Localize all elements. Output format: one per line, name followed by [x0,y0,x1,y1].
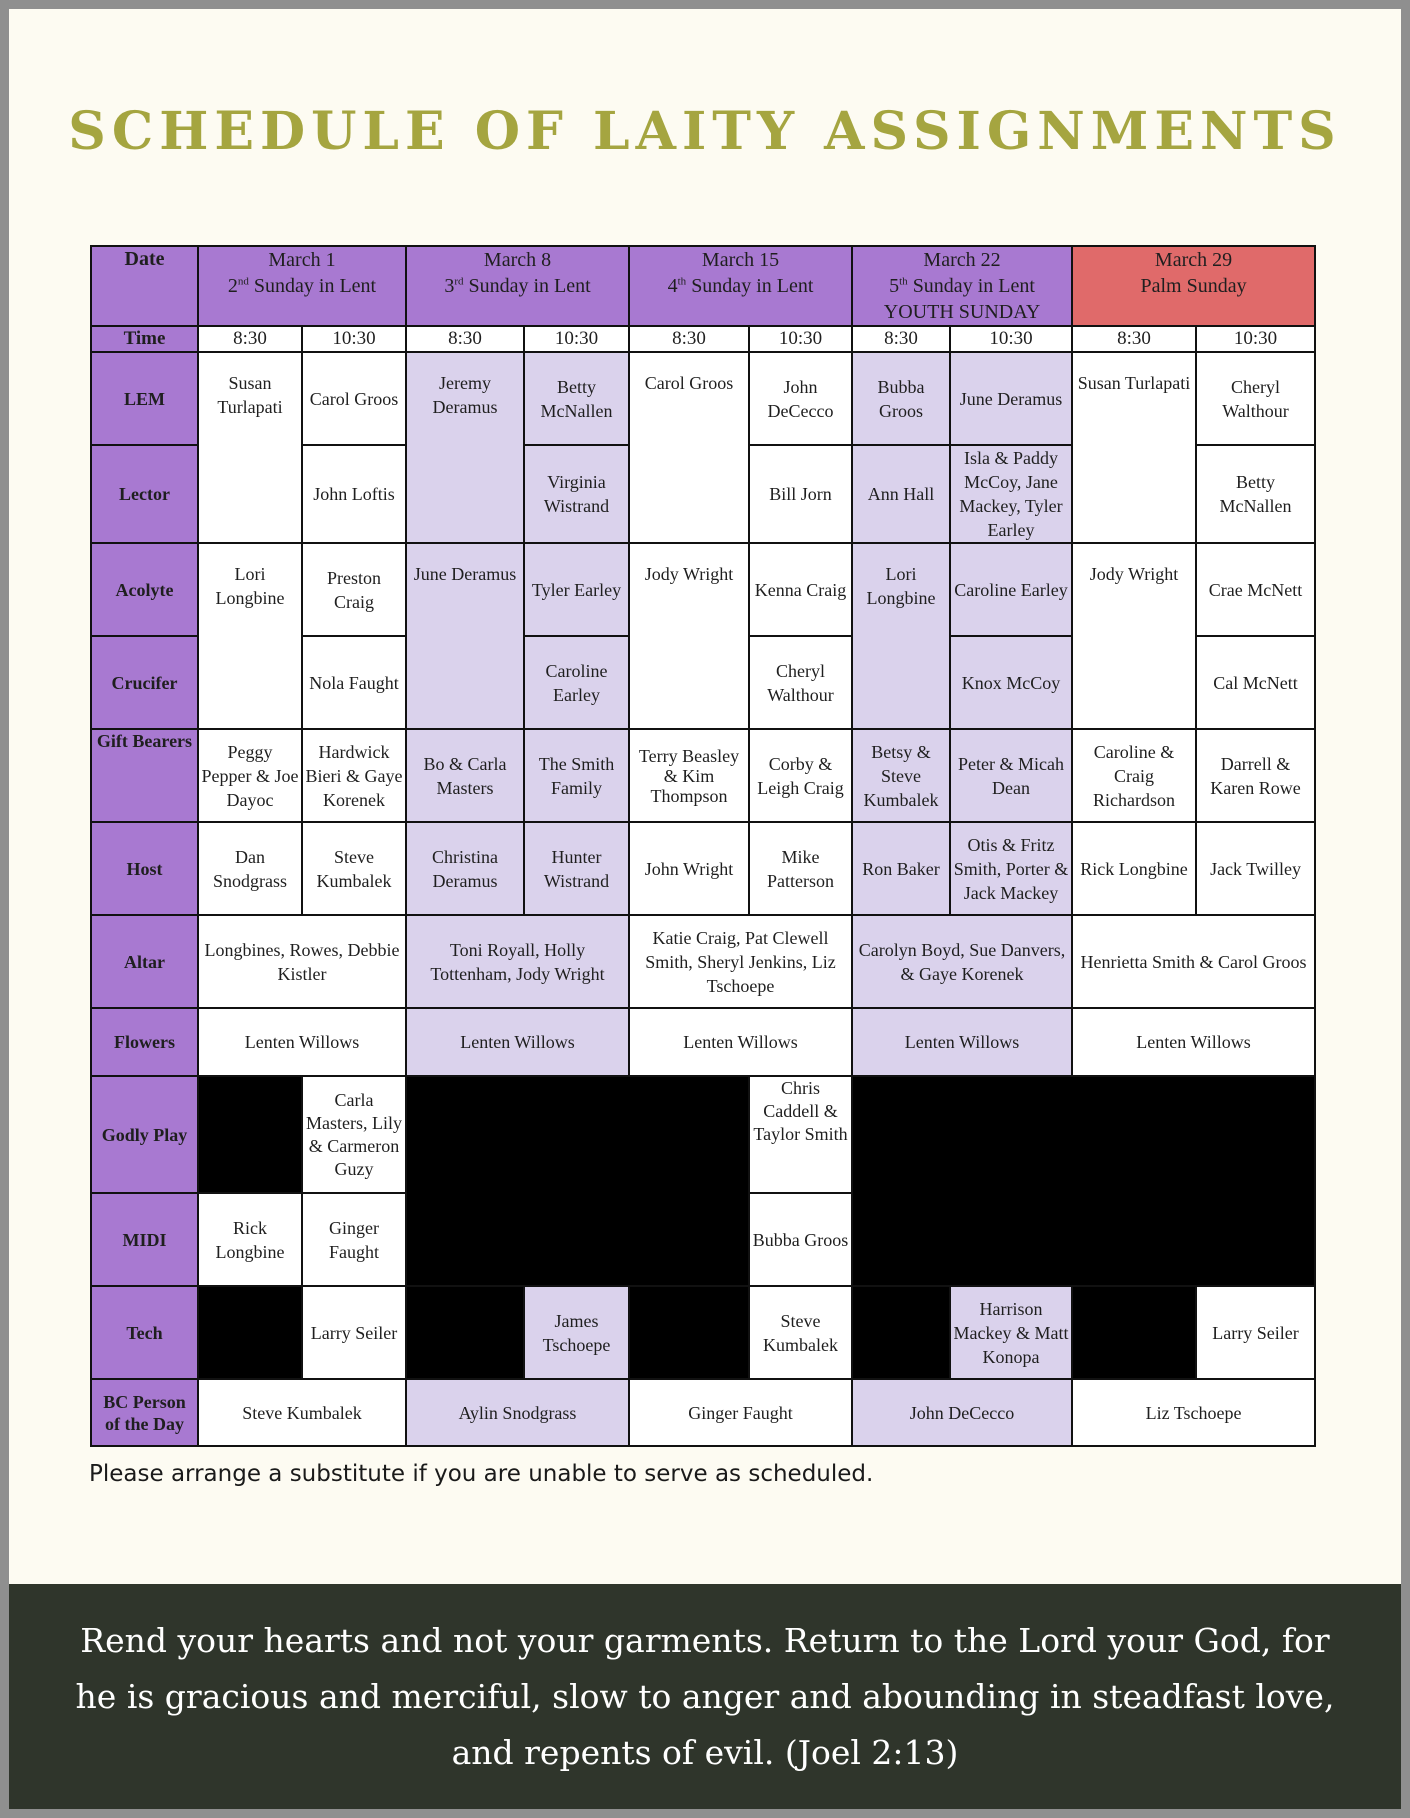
assignment-cell: John DeCecco [749,352,852,445]
assignment-cell: Larry Seiler [302,1286,406,1379]
assignment-cell: Crae McNett [1196,543,1315,636]
date-header: March 8 3rd Sunday in Lent [406,246,629,326]
time-row [91,326,1315,352]
row-label: Acolyte [91,543,198,636]
assignment-cell: Hunter Wistrand [524,822,629,915]
assignment-cell: Virginia Wistrand [524,445,629,543]
assignment-cell: Cheryl Walthour [1196,352,1315,445]
godly-play-row [91,1076,1315,1193]
assignment-cell: Kenna Craig [749,543,852,636]
assignment-cell: Mike Patterson [749,822,852,915]
assignment-cell: Otis & Fritz Smith, Porter & Jack Mackey [950,822,1072,915]
assignment-cell: Betty McNallen [524,352,629,445]
assignment-cell: Cheryl Walthour [749,636,852,729]
assignment-cell: The Smith Family [524,729,629,822]
assignment-cell: Hardwick Bieri & Gaye Korenek [302,729,406,822]
time-cell: 10:30 [950,326,1072,352]
assignment-cell: Ginger Faught [302,1193,406,1286]
time-cell: 10:30 [1196,326,1315,352]
assignment-cell: Longbines, Rowes, Debbie Kistler [198,915,406,1008]
assignment-cell: Preston Craig [302,543,406,636]
assignment-cell: Betsy & Steve Kumbalek [852,729,950,822]
scripture-verse: Rend your hearts and not your garments. Return to the Lord your God, for he is gracious and merciful, slow to anger and abounding in steadfast love, and repents of evil. (Joel 2:13) [75,1620,1335,1772]
assignment-cell: Steve Kumbalek [749,1286,852,1379]
assignment-cell: Steve Kumbalek [302,822,406,915]
assignment-cell: Liz Tschoepe [1072,1379,1315,1446]
assignment-cell: Bo & Carla Masters [406,729,524,822]
row-label: Lector [91,445,198,543]
bc-person-row [91,1379,1315,1446]
time-cell: 8:30 [1072,326,1196,352]
time-cell: 10:30 [302,326,406,352]
assignment-cell: Harrison Mackey & Matt Konopa [950,1286,1072,1379]
assignment-cell: Carolyn Boyd, Sue Danvers, & Gaye Korenek [852,915,1072,1008]
assignment-cell: Larry Seiler [1196,1286,1315,1379]
assignment-cell: Lenten Willows [1072,1008,1315,1076]
assignment-cell: Ann Hall [852,445,950,543]
assignment-cell: Tyler Earley [524,543,629,636]
assignment-cell: Toni Royall, Holly Tottenham, Jody Wright [406,915,629,1008]
assignment-cell: John Loftis [302,445,406,543]
row-label: Altar [91,915,198,1008]
time-cell: 10:30 [749,326,852,352]
assignment-cell: Peggy Pepper & Joe Dayoc [198,729,302,822]
assignment-cell: James Tschoepe [524,1286,629,1379]
assignment-cell: Darrell & Karen Rowe [1196,729,1315,822]
row-label: BC Person of the Day [91,1379,198,1446]
assignment-cell: Katie Craig, Pat Clewell Smith, Sheryl Jenkins, Liz Tschoepe [629,915,852,1008]
assignment-cell: Bubba Groos [749,1193,852,1286]
acolyte-row [91,543,1315,636]
blank-cell [852,1076,1315,1286]
blank-cell [198,1286,302,1379]
gift-bearers-row [91,729,1315,822]
assignment-cell: Carol Groos [302,352,406,445]
assignment-cell: Lenten Willows [406,1008,629,1076]
assignment-cell: June Deramus [406,543,524,729]
date-label: Date [91,246,198,326]
host-row [91,822,1315,915]
assignment-cell: Cal McNett [1196,636,1315,729]
assignment-cell: John Wright [629,822,749,915]
date-header-palm-sunday: March 29 Palm Sunday [1072,246,1315,326]
blank-cell [198,1076,302,1193]
assignment-cell: Caroline Earley [950,543,1072,636]
assignment-cell: Carla Masters, Lily & Carmeron Guzy [302,1076,406,1193]
date-header: March 15 4th Sunday in Lent [629,246,852,326]
blank-cell [629,1286,749,1379]
date-header: March 22 5th Sunday in Lent YOUTH SUNDAY [852,246,1072,326]
assignment-cell: Lori Longbine [852,543,950,729]
assignment-cell: Ron Baker [852,822,950,915]
blank-cell [1072,1286,1196,1379]
assignment-cell: Isla & Paddy McCoy, Jane Mackey, Tyler Earley [950,445,1072,543]
assignment-cell: Caroline & Craig Richardson [1072,729,1196,822]
date-header: March 1 2nd Sunday in Lent [198,246,406,326]
assignment-cell: Chris Caddell & Taylor Smith [749,1076,852,1193]
assignment-cell: Terry Beasley & Kim Thompson [629,729,749,822]
assignment-cell: Corby & Leigh Craig [749,729,852,822]
blank-cell [406,1076,749,1286]
assignment-cell: Jeremy Deramus [406,352,524,543]
assignment-cell: Rick Longbine [1072,822,1196,915]
row-label: Tech [91,1286,198,1379]
row-label: MIDI [91,1193,198,1286]
flowers-row [91,1008,1315,1076]
assignment-cell: Jody Wright [629,543,749,729]
assignment-cell: Lenten Willows [629,1008,852,1076]
assignment-cell: Susan Turlapati [1072,352,1196,543]
assignment-cell: Ginger Faught [629,1379,852,1446]
assignment-cell: Caroline Earley [524,636,629,729]
assignment-cell: Carol Groos [629,352,749,543]
time-cell: 8:30 [629,326,749,352]
assignment-cell: Susan Turlapati [198,352,302,543]
assignment-cell: Bill Jorn [749,445,852,543]
altar-row [91,915,1315,1008]
row-label: LEM [91,352,198,445]
time-cell: 8:30 [406,326,524,352]
assignment-cell: Lenten Willows [198,1008,406,1076]
assignment-cell: June Deramus [950,352,1072,445]
substitute-note: Please arrange a substitute if you are unable to serve as scheduled. [89,1461,874,1487]
assignment-cell: Henrietta Smith & Carol Groos [1072,915,1315,1008]
tech-row [91,1286,1315,1379]
assignment-cell: Jack Twilley [1196,822,1315,915]
assignment-cell: Steve Kumbalek [198,1379,406,1446]
page-title: SCHEDULE OF LAITY ASSIGNMENTS [68,101,1342,162]
row-label: Godly Play [91,1076,198,1193]
assignment-cell: Bubba Groos [852,352,950,445]
schedule-page [9,9,1401,1809]
laity-schedule-table [90,245,1316,1447]
assignment-cell: Jody Wright [1072,543,1196,729]
scripture-footer [9,1584,1401,1809]
assignment-cell: Aylin Snodgrass [406,1379,629,1446]
assignment-cell: Peter & Micah Dean [950,729,1072,822]
assignment-cell: Rick Longbine [198,1193,302,1286]
lem-row [91,352,1315,445]
time-cell: 8:30 [198,326,302,352]
blank-cell [406,1286,524,1379]
date-header-row [91,246,1315,326]
assignment-cell: John DeCecco [852,1379,1072,1446]
assignment-cell: Betty McNallen [1196,445,1315,543]
blank-cell [852,1286,950,1379]
row-label: Flowers [91,1008,198,1076]
time-cell: 10:30 [524,326,629,352]
assignment-cell: Nola Faught [302,636,406,729]
assignment-cell: Knox McCoy [950,636,1072,729]
time-label: Time [91,326,198,352]
assignment-cell: Dan Snodgrass [198,822,302,915]
assignment-cell: Lenten Willows [852,1008,1072,1076]
assignment-cell: Lori Longbine [198,543,302,729]
row-label: Host [91,822,198,915]
assignment-cell: Christina Deramus [406,822,524,915]
row-label: Gift Bearers [91,729,198,822]
time-cell: 8:30 [852,326,950,352]
row-label: Crucifer [91,636,198,729]
